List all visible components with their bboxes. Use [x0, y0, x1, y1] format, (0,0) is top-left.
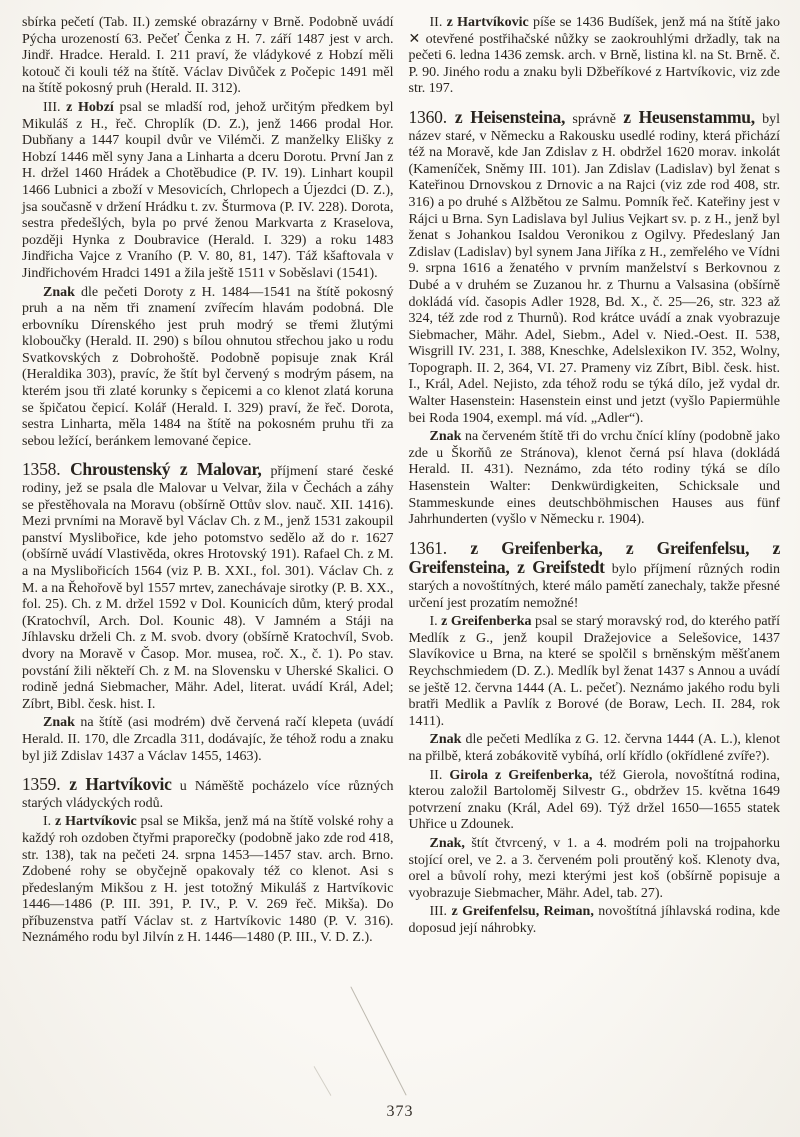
paragraph-continuation-hobzi [22, 15, 394, 98]
text-segment: dle pečeti Medlíka z G. 12. června 1444 (A. L.), klenot na přilbě, která zobákovitě vybíhá, orlí křídlo (okřídlené zvíře?). [408, 732, 780, 764]
text-segment: z Greifenfelsu, Reiman, [451, 904, 594, 920]
text-segment: II. [429, 767, 450, 783]
page-number: 373 [386, 1103, 414, 1120]
entry-1360-z-heisensteina [408, 106, 781, 427]
paragraph-hartvikovic-i [22, 814, 394, 947]
text-segment: z Hobzí [66, 99, 114, 115]
text-segment: z Greifenberka, z Greifenfelsu, z Greifensteina, z Greifstedt [408, 537, 780, 578]
text-segment: psal se starý moravský rod, do kterého patří Medlík z G., jenž koupil Dražejovice a Selešovice, 1437 Slavíkovice u Brna, na které se spolčil s brněnským měšťanem Reychschmiedem (D. Z.). Medlík byl ženat 1437 s Annou a uvádí se ještě 12. června 1444 (A. L. pečeť). Neznámo jakého rodu byli bratři Medlik a Pavlík z Borové (de Boraw, Lech. II. 284, rok 1411). [408, 614, 780, 729]
scan-scratch-mark [350, 986, 406, 1095]
text-segment: z Greifenberka [441, 614, 532, 630]
text-segment: z Heusenstammu, [623, 106, 755, 127]
text-segment: Znak [429, 429, 462, 445]
text-segment: II. [429, 15, 447, 30]
text-segment: psal se mladší rod, jehož určitým předkem byl Mikuláš z H., řeč. Chroplík (D. Z.), jenž 1466 prodal Hor. Dubňany a 1447 koupil dvůr ve Vilémči. Z manželky Elišky z Hobzí 1446 měl syny Jana a Linharta a dceru Dorotu. První Jan z H. držel 1460 Hrádek a Chotěbudice (P. IV. 19). Linhart koupil 1466 Lubnici a zboží v Mesovicích, Chrlopech a Újezdci (D. Z.), jsa současně v držení Hrádku t. zv. Šturmova (P. IV. 228). Dorota, sestra předešlých, byla po prvé ženou Markvarta z Kraselova, později Hynka z Doubravice (Herald. I. 329) a roku 1483 Jindřicha Vajce z Vraního (P. V. 80, 81, 147). Táž kšaftovala v Jindřichovém Hradci 1491 a žila ještě 1511 v Soběslavi (1541). [22, 99, 394, 281]
text-segment: píše se 1436 Budíšek, jenž má na štítě jako ✕ otevřené postřihačské nůžky se zaokrouhlými držadly, tak na pečeti 6. ledna 1436 zemsk. arch. v Brně, listina kl. na St. Brně. č. P. 90. Jiného rodu a znaku byli Džbeříkové z Hartvíkovic, viz zde str. 197. [408, 15, 780, 97]
text-segment: Chroustenský z Malovar, [70, 459, 262, 480]
text-segment: I. [429, 614, 442, 630]
text-segment: III. [429, 904, 452, 920]
text-segment: na štítě (asi modrém) dvě červená račí klepeta (uvádí Herald. II. 170, dle Zrcadla 311, dodávajíc, že téhož rodu a znaku byl již Zdislav 1437 a Václav 1455, 1463). [22, 715, 394, 764]
text-segment: byl název staré, v Německu a Rakousku usedlé rodiny, která přichází též na Moravě, kde Jan Zdislav z H. obdržel 1620 morav. inkolát (Kameníček, Sněmy III. 101). Jan Zdislav (Ladislav) byl ženat s Kateřinou Drnovskou z Drnovic a na Rajci (viz zde rod 408, str. 316) a po druhé s Alžbětou ze Salmu. Pomník řeč. Kateřiny jest v Rájci u Brna. Syn Ladislava byl Julius Vejkart sv. p. z H., jenž byl ženat s Johankou Isaldou Veronikou z Ogilvy. Předeslaný Jan Zdislav (Ladislav) byl synem Jana Jiříka z H., zemřelého ve Vídni 9. srpna 1616 a ženatého v prvním manželství s Berkovnou z Dubé a v druhém se Zuzanou hr. z Thurnu a Valsasina (obšírně dokládá víd. časopis Adler 1928, Bd. X., č. 25—26, str. 323 až 324, též zde rod z Thurnů). Rod krátce uvádí a znak vyobrazuje Siebmacher, Mähr. Adel, Siebm., Adel v. Nied.-Oest. II. 538, Wisgrill IV. 231, I. 388, Kneschke, Adelslexikon IV. 352, Wolny, Topograph. II. 2, 364, VI. 27. Prameny viz Zíbrt, Bibl. česk. hist. I., Král, Adel. Nejisto, zda téhož rodu se týká dílo, jež vydal dr. Walter Hasenstein: Hasenstein einst und jetzt (vyšlo Papiermühle bei Roda 1904, exempl. má víd. „Adler“). [408, 111, 781, 426]
text-segment: Znak, [429, 835, 465, 851]
paragraph-greifenberka-i [409, 614, 781, 730]
text-column-right [409, 13, 781, 947]
text-segment: bylo příjmení různých rodin starých a novoštítných, které málo pamětí zanechaly, takže přesné určení jest prozatím nemožné! [408, 562, 780, 611]
paragraph-znak-doroty [22, 285, 394, 451]
text-segment: též Gierola, novoštítná rodina, kterou založil Bartoloměj Silvestr G., obdržev 15. května 1649 potvrzení znaku (Král, Adel 69). Týž držel 1650—1655 statek Uhřice u Zdounek. [408, 767, 780, 833]
text-segment: příjmení staré české rodiny, jež se psala dle Malovar u Velvar, žila v Čechách a záhy se přestěhovala na Moravu (obšírně Ottův slov. nauč. XII. 1416). Mezi prvními na Moravě byl Václav Ch. z M., jenž 1531 zakoupil panství Myslibořice, kde jeho potomstvo sedělo až do r. 1627 (obšírně uvádí Vlastivěda, okres Hrotovský 191). Rafael Ch. z M. a na Myslibořicích 1564 (viz P. B. XXI., fol. 301). Václav Ch. z M. a na Řehořově byl 1557 mrtev, zanechávaje sirotky (P. B. XX., fol. 25). Ch. z M. držel 1592 v Dol. Kounicích dům, který prodal (Kratochvíl, Arch. Dol. Kounic 48). V Jamném a Stáji na Jíhlavsku drželi Ch. z M. svob. dvory (obšírně Kratochvíl, Svob. dvory na Moravě v Časop. Mor. musea, roč. X., č. 1). Po stav. povstání žili někteří Ch. z M. na Slovensku v Uherské Skalici. O rodině jedná Siebmacher, Mähr. Adel, literat. uvádí Král, Adel; Zíbrt, Bibl. česk. hist. I. [22, 464, 394, 712]
text-segment: III. [43, 99, 67, 115]
text-column-left [22, 13, 394, 947]
text-segment: 1361. [408, 537, 471, 558]
text-segment: Girola z Greifenberka, [449, 767, 593, 783]
paragraph-znak-chroustensky [22, 715, 394, 765]
text-segment: z Hartvíkovic [446, 15, 529, 30]
text-segment: psal se Mikša, jenž má na štítě volské rohy a každý roh ozdoben čtyřmi praporečky (podobně jako zde rod 418, str. 138), tak na pečeti 24. srpna 1453—1457 stav. arch. Brno. Zdobené rohy se obyčejně opakovaly též co klenot. Asi s předeslaným Mikšou z H. jest totožný Mikuláš z Hartvíkovic 1446—1486 (P. III. 391, P. IV., P. V. 269 řeč. Mikša). Do příbuzenstva patří Václav st. z Hartvíkovic 1480 (P. V. 316). Neznámého rodu byl Jilvín z H. 1446—1480 (P. III., V. D. Z.). [22, 814, 394, 946]
scan-scratch-mark-small [314, 1066, 332, 1096]
paragraph-znak-heisenstein [409, 429, 781, 529]
text-segment: dle pečeti Doroty z H. 1484—1541 na štítě pokosný pruh a na něm tři znamení zvířecím hlavám podobná. Dle erbovníku Dírenského jest pruh modrý se třemi žlutými kloboučky (Herald. II. 290) s bílou ohnutou střechou jako u rodu Svatkovských z Dobrohoště. Podobně popisuje znak Král (Heraldika 303), pravíc, že štít byl červený s modrým pásem, na kterém jsou tři zlaté korunky s čepicemi a co klenot zlatá koruna se špičatou čepicí. Kolář (Herald. I. 329) praví, že řeč. Dorota, sestra Linharta, měla 1484 na štítě na pokosném pruhu tři za sebou ležící, beránkem lemované čepice. [22, 284, 394, 449]
entry-1361-z-greifenberka [408, 537, 781, 612]
paragraph-hartvikovic-ii [409, 15, 781, 98]
text-segment: na červeném štítě tři do vrchu čnící klíny (podobně jako zde u Škorňů ze Stránova), klenot černá psí hlava (dokládá Herald. II. 431). Neznámo, zda této rodiny týká se dílo Hasenstein Walter: Denkwürdigkeiten, Schicksale und Stammeskunde eines deutschböhmischen Hauses aus fünf Jahrhunderten (vyšlo v Německu r. 1904). [408, 429, 780, 528]
paragraph-girola-ii [409, 768, 781, 834]
text-segment: 1358. [22, 459, 71, 480]
text-segment: 1359. [22, 774, 70, 795]
text-segment: Znak [43, 284, 75, 300]
text-segment: sbírka pečetí (Tab. II.) zemské obrazárny v Brně. Podobně uvádí Pýcha urozeností 63. Pečeť Čenka z H. 7. září 1487 jest v arch. Jindř. Hradce. Herald. I. 211 praví, že vládykové z Hobzí měli kotouč či kouli též na štítě. Václav Divůček z Počepic 1491 měl na štítě pokosný pruh (Herald. II. 312). [22, 15, 394, 97]
text-segment: z Hartvíkovic [69, 774, 172, 795]
paragraph-znak-medlik [409, 732, 781, 765]
text-segment: správně [565, 111, 624, 127]
paragraph-greifenfelsu-iii [409, 904, 781, 937]
text-segment: z Heisensteina, [454, 106, 566, 127]
text-segment: 1360. [408, 106, 455, 127]
text-segment: Znak [429, 732, 462, 748]
text-segment: novoštítná jíhlavská rodina, kde doposud její náhrobky. [408, 904, 780, 936]
text-segment: štít čtvrcený, v 1. a 4. modrém poli na trojpahorku stojící orel, ve 2. a 3. červeném poli proutěný koš. Klenoty dva, orel a bůvolí rohy, mezi kterými jest koš (obšírně popisuje a vyobrazuje Siebmacher, Mähr. Adel, tab. 27). [408, 835, 780, 901]
text-segment: z Hartvíkovic [55, 814, 137, 830]
text-segment: I. [43, 814, 56, 830]
text-segment: u Náměště pocházelo více různých starých vládyckých rodů. [22, 779, 394, 811]
entry-1359-z-hartvikovic [22, 776, 394, 812]
entry-1358-chroustensky-z-malovar [22, 461, 394, 713]
text-segment: Znak [43, 715, 75, 731]
paragraph-znak-girola [409, 836, 781, 902]
paragraph-hobzi-iii [22, 100, 394, 283]
